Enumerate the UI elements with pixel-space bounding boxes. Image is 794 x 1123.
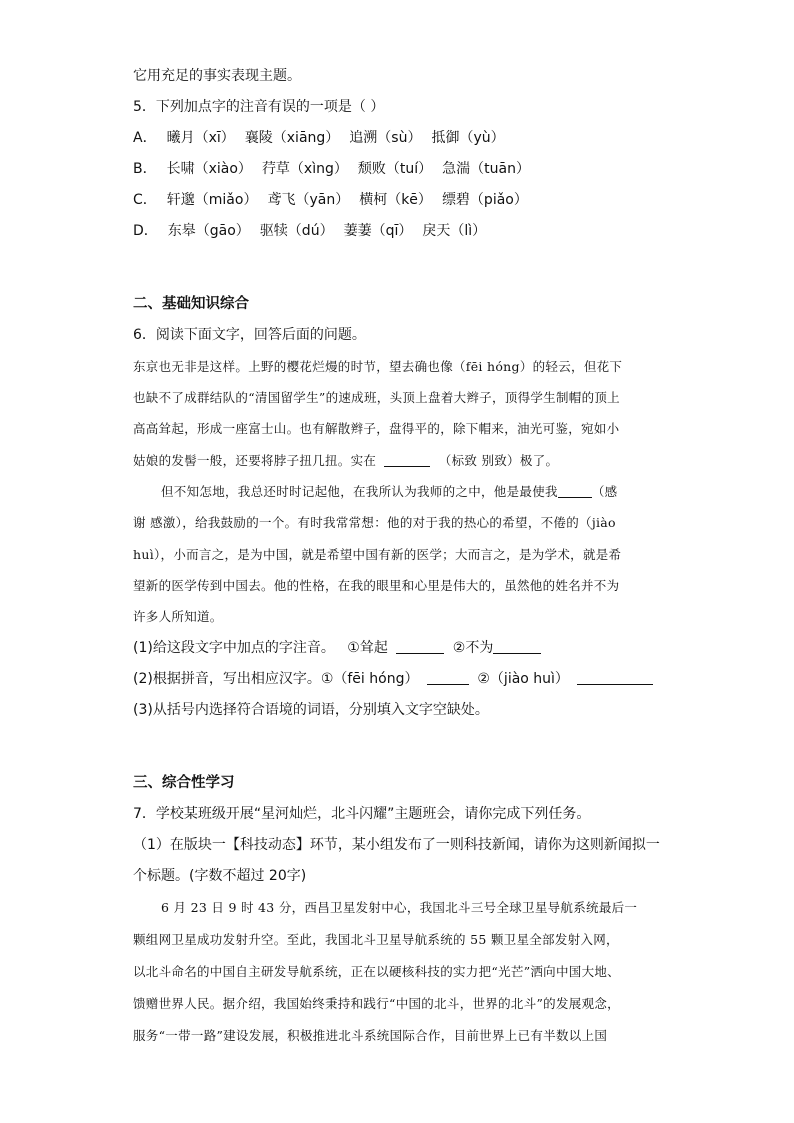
q5-option-b: B． 长啸（xiào） 荇草（xìng） 颓败（tuí） 急湍（tuān）: [133, 161, 530, 177]
passage-line: 东京也无非是这样。上野的樱花烂熳的时节，望去确也像（fēi hóng）的轻云，但花下: [133, 359, 623, 374]
fill-blank[interactable]: [558, 483, 592, 498]
passage-line: 望新的医学传到中国去。他的性格，在我的眼里和心里是伟大的，虽然他的姓名并不为: [133, 578, 620, 593]
section-3-heading: 三、综合性学习: [133, 775, 235, 791]
news-line: 以北斗命名的中国自主研发导航系统，正在以硬核科技的实力把“光芒”洒向中国大地、: [133, 964, 620, 979]
news-line: 馈赠世界人民。据介绍，我国始终秉持和践行“中国的北斗，世界的北斗”的发展观念，: [133, 996, 620, 1011]
news-line: 服务“一带一路”建设发展，积极推进北斗系统国际合作，目前世界上已有半数以上国: [133, 1028, 608, 1043]
section-2-heading: 二、基础知识综合: [133, 296, 249, 312]
answer-blank[interactable]: [493, 639, 541, 654]
answer-blank[interactable]: [396, 639, 444, 654]
q6-sub1: (1)给这段文字中加点的字注音。 ①耸起 ②不为: [133, 638, 541, 658]
q5-option-c: C． 轩邈（miǎo） 鸢飞（yān） 横柯（kē） 缥碧（piǎo）: [133, 192, 528, 208]
passage-line: 姑娘的发髻一般，还要将脖子扭几扭。实在 （标致 别致）极了。: [133, 453, 559, 468]
q7-task1-line: 个标题。(字数不超过 20字): [133, 868, 307, 884]
passage-line: 也缺不了成群结队的“清国留学生”的速成班，头顶上盘着大辫子，顶得学生制帽的顶上: [133, 390, 620, 405]
answer-blank[interactable]: [577, 670, 653, 685]
q6-sub3: (3)从括号内选择符合语境的词语，分别填入文字空缺处。: [133, 702, 489, 718]
passage-line: huì），小而言之，是为中国，就是希望中国有新的医学；大而言之，是为学术，就是希: [133, 547, 622, 562]
news-line: 颗组网卫星成功发射升空。至此，我国北斗卫星导航系统的 55 颗卫星全部发射入网，: [133, 932, 619, 947]
q5-option-a: A． 曦月（xī） 襄陵（xiāng） 追溯（sù） 抵御（yù）: [133, 130, 505, 146]
q4-tail-text: 它用充足的事实表现主题。: [133, 68, 301, 84]
answer-blank[interactable]: [427, 670, 469, 685]
news-line: 6 月 23 日 9 时 43 分，西昌卫星发射中心，我国北斗三号全球卫星导航系统最后一: [161, 900, 638, 915]
passage-line: 但不知怎地，我总还时时记起他，在我所认为我师的之中，他是最使我 （感: [161, 484, 618, 499]
q7-task1-line: （1）在版块一【科技动态】环节，某小组发布了一则科技新闻，请你为这则新闻拟一: [133, 837, 660, 853]
q6-sub2: (2)根据拼音，写出相应汉字。①（fēi hóng） ②（jiào huì）: [133, 669, 653, 689]
q5-option-d: D． 东皋（gāo） 驱犊（dú） 萋萋（qī） 戾天（lì）: [133, 223, 487, 239]
q7-stem: 7．学校某班级开展“星河灿烂，北斗闪耀”主题班会，请你完成下列任务。: [133, 806, 591, 822]
passage-line: 许多人所知道。: [133, 609, 223, 624]
passage-line: 谢 感激），给我鼓励的一个。有时我常常想：他的对于我的热心的希望，不倦的（jiào: [133, 515, 616, 530]
fill-blank[interactable]: [384, 452, 430, 467]
q6-stem: 6．阅读下面文字，回答后面的问题。: [133, 327, 366, 343]
passage-line: 高高耸起，形成一座富士山。也有解散辫子，盘得平的，除下帽来，油光可鉴，宛如小: [133, 421, 620, 436]
q5-stem: 5．下列加点字的注音有误的一项是（ ）: [133, 99, 385, 115]
